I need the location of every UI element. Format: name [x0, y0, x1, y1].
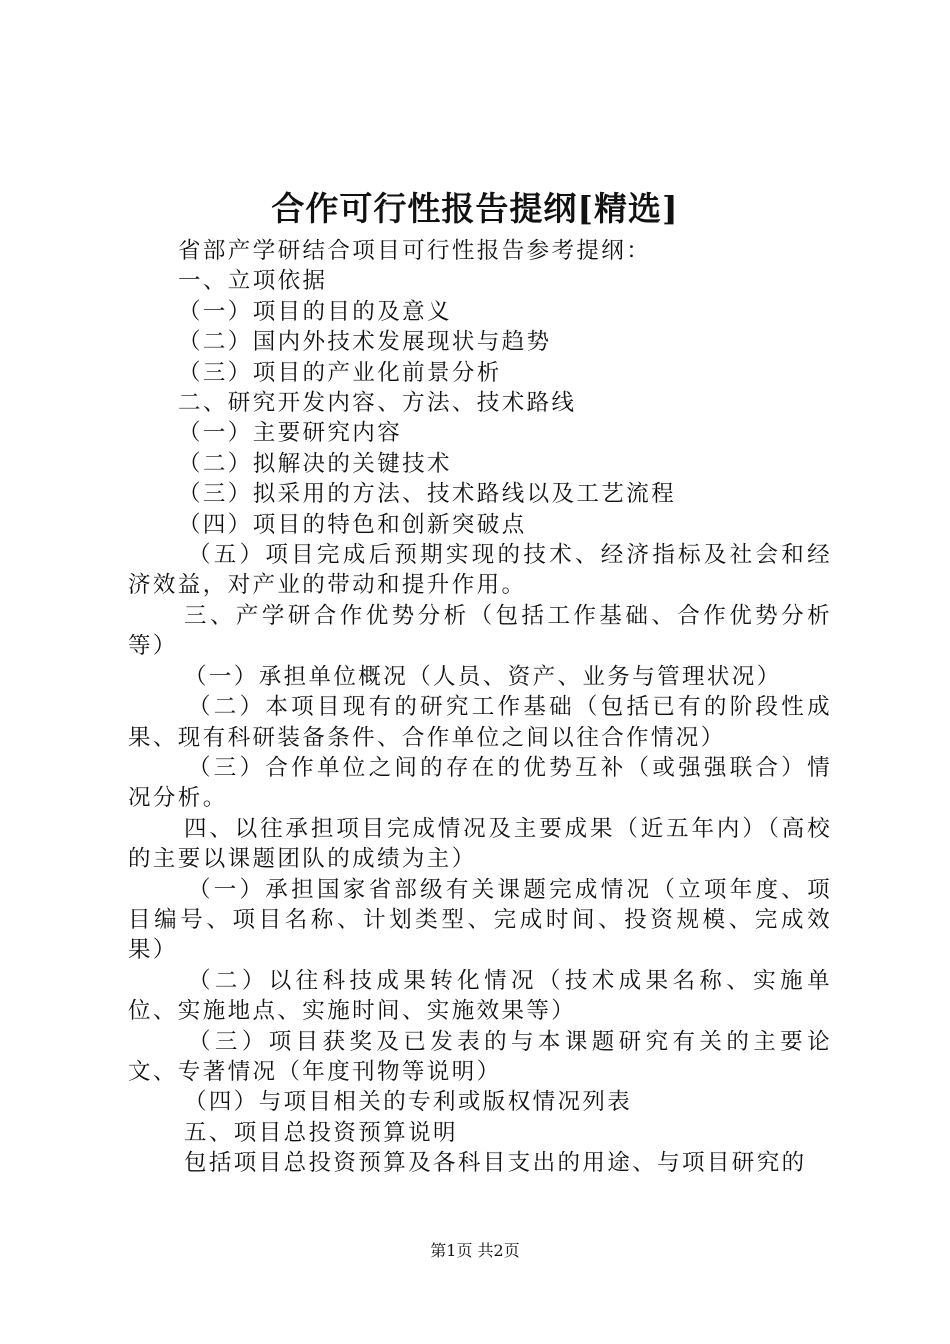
- paragraph-budget: 包括项目总投资预算及各科目支出的用途、与项目研究的: [184, 1150, 807, 1177]
- document-body: [128, 236, 832, 1179]
- list-item: （二）拟解决的关键技术: [178, 450, 452, 477]
- list-item: （一）承担单位概况（人员、资产、业务与管理状况）: [184, 663, 782, 690]
- list-item: （一）项目的目的及意义: [178, 298, 452, 325]
- section-heading-3: 三、产学研合作优势分析（包括工作基础、合作优势分析等）: [128, 602, 832, 660]
- document-title: 合作可行性报告提纲[精选]: [271, 189, 679, 228]
- paragraph-intro: 省部产学研结合项目可行性报告参考提纲：: [178, 238, 652, 264]
- list-item: （一）承担国家省部级有关课题完成情况（立项年度、项目编号、项目名称、计划类型、完成时间、投资规模、完成效果）: [128, 876, 832, 964]
- list-item: （三）项目的产业化前景分析: [178, 359, 502, 386]
- list-item: （三）项目获奖及已发表的与本课题研究有关的主要论文、专著情况（年度刊物等说明）: [128, 1028, 832, 1085]
- section-heading-4: 四、以往承担项目完成情况及主要成果（近五年内）（高校的主要以课题团队的成绩为主）: [128, 815, 832, 873]
- list-item: （四）项目的特色和创新突破点: [178, 511, 527, 538]
- list-item: （一）主要研究内容: [178, 420, 403, 447]
- section-heading-5: 五、项目总投资预算说明: [184, 1119, 458, 1146]
- page-number-footer: 第1页 共2页: [430, 1241, 520, 1260]
- list-item: （三）合作单位之间的存在的优势互补（或强强联合）情况分析。: [128, 754, 832, 812]
- list-item: （四）与项目相关的专利或版权情况列表: [184, 1089, 633, 1116]
- list-item: （五）项目完成后预期实现的技术、经济指标及社会和经济效益，对产业的带动和提升作用。: [128, 542, 832, 599]
- list-item: （二）以往科技成果转化情况（技术成果名称、实施单位、实施地点、实施时间、实施效果等）: [128, 967, 832, 1025]
- section-heading-2: 二、研究开发内容、方法、技术路线: [178, 390, 577, 417]
- list-item: （二）本项目现有的研究工作基础（包括已有的阶段性成果、现有科研装备条件、合作单位之间以往合作情况）: [128, 694, 832, 751]
- list-item: （三）拟采用的方法、技术路线以及工艺流程: [178, 481, 677, 508]
- section-heading-1: 一、立项依据: [178, 268, 328, 295]
- list-item: （二）国内外技术发展现状与趋势: [178, 329, 552, 356]
